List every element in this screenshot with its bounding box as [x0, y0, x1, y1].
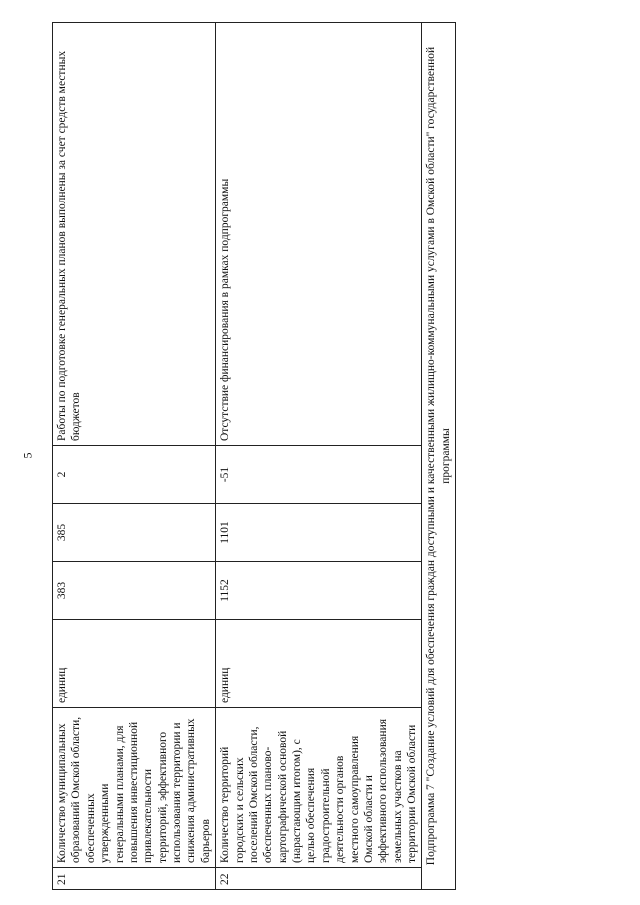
plan-value: 1152 — [216, 562, 422, 620]
row-number: 22 — [216, 868, 422, 890]
page-number: 5 — [20, 452, 35, 459]
indicators-table — [52, 22, 456, 890]
deviation-value: -51 — [216, 446, 422, 504]
fact-value: 385 — [53, 504, 216, 562]
deviation-value: 2 — [53, 446, 216, 504]
reason-cell: Отсутствие финансирования в рамках подпрограммы — [216, 23, 422, 446]
indicator-name: Количество муниципальных образований Омской области, обеспеченных утвержденными генеральными планами, для повышения инвестиционной привлекательности территорий, эффективного использования территории и снижения административных барьеров — [53, 708, 216, 868]
fact-value: 1101 — [216, 504, 422, 562]
subprogram-title: Подпрограмма 7 "Создание условий для обеспечения граждан доступными и качественными жилищно-коммунальными услугами в Омской области" государственной программы — [422, 23, 456, 890]
table-row — [53, 23, 216, 890]
indicator-name: Количество территорий городских и сельских поселений Омской области, обеспеченных планово-картографической основой (нарастающим итогом), с целью обеспечения градостроительной деятельности органов местного самоуправления Омской области и эффективного использования земельных участков на территории Омской области — [216, 708, 422, 868]
rotated-table-page — [52, 22, 452, 890]
unit-cell: единиц — [53, 620, 216, 708]
subprogram-row — [422, 23, 456, 890]
plan-value: 383 — [53, 562, 216, 620]
reason-cell: Работы по подготовке генеральных планов выполнены за счет средств местных бюджетов — [53, 23, 216, 446]
unit-cell: единиц — [216, 620, 422, 708]
row-number: 21 — [53, 868, 216, 890]
table-row — [216, 23, 422, 890]
